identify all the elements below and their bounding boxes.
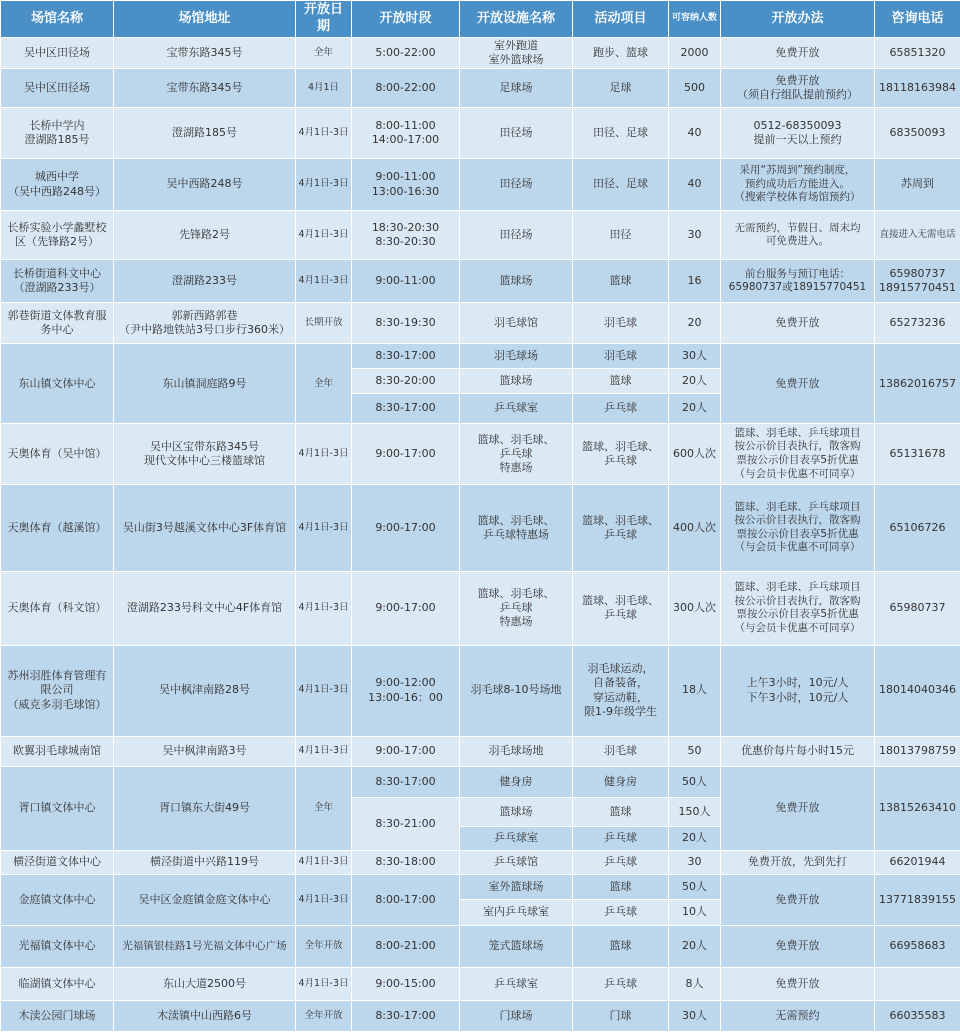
venue-name: 郭巷街道文体教育服 务中心 bbox=[1, 302, 114, 343]
venue-address: 吴中枫津南路28号 bbox=[114, 645, 296, 736]
venue-address: 郭新西路郭巷 （尹中路地铁站3号口步行360米） bbox=[114, 302, 296, 343]
phone: 66035583 bbox=[875, 1000, 960, 1032]
venue-address: 澄湖路233号 bbox=[114, 260, 296, 302]
venue-name: 天奥体育（吴中馆） bbox=[1, 424, 114, 485]
facility: 室内乒乓球室 bbox=[460, 900, 573, 925]
open-date: 长期开放 bbox=[296, 302, 352, 343]
venue-address: 先锋路2号 bbox=[114, 210, 296, 260]
venue-address: 宝带东路345号 bbox=[114, 69, 296, 107]
phone: 13862016757 bbox=[875, 344, 960, 424]
table-row bbox=[1, 302, 960, 343]
venue-name: 光福镇文体中心 bbox=[1, 925, 114, 967]
open-date: 全年 bbox=[296, 38, 352, 69]
table-row bbox=[1, 107, 960, 159]
facility: 门球场 bbox=[460, 1000, 573, 1032]
facility: 羽毛球场地 bbox=[460, 736, 573, 766]
capacity: 500 bbox=[669, 69, 721, 107]
open-time: 8:30-18:00 bbox=[352, 850, 460, 874]
capacity: 30 bbox=[669, 210, 721, 260]
capacity: 20 bbox=[669, 302, 721, 343]
header-venue-name: 场馆名称 bbox=[1, 1, 114, 38]
open-method: 优惠价每片每小时15元 bbox=[721, 736, 875, 766]
facility: 篮球场 bbox=[460, 798, 573, 826]
header-activity: 活动项目 bbox=[573, 1, 669, 38]
activity: 篮球 bbox=[573, 925, 669, 967]
capacity: 18人 bbox=[669, 645, 721, 736]
facility: 乒乓球室 bbox=[460, 826, 573, 850]
table-row bbox=[1, 1000, 960, 1032]
venue-address: 吴山街3号越溪文体中心3F体育馆 bbox=[114, 484, 296, 571]
open-time: 8:30-17:00 bbox=[352, 766, 460, 797]
facility: 羽毛球场 bbox=[460, 344, 573, 368]
venue-name: 长桥中学内 澄湖路185号 bbox=[1, 107, 114, 159]
table-row bbox=[1, 571, 960, 645]
venue-address: 光福镇银桂路1号光福文体中心广场 bbox=[114, 925, 296, 967]
facility: 田径场 bbox=[460, 159, 573, 211]
venue-address: 吴中枫津南路3号 bbox=[114, 736, 296, 766]
capacity: 150人 bbox=[669, 798, 721, 826]
open-time: 18:30-20:30 8:30-20:30 bbox=[352, 210, 460, 260]
activity: 篮球 bbox=[573, 875, 669, 900]
activity: 篮球 bbox=[573, 798, 669, 826]
open-method: 免费开放 bbox=[721, 925, 875, 967]
open-date: 4月1日-3日 bbox=[296, 645, 352, 736]
table-row bbox=[1, 344, 960, 368]
open-time: 9:00-15:00 bbox=[352, 968, 460, 1000]
venue-address: 吴中西路248号 bbox=[114, 159, 296, 211]
open-method: 无需预约，节假日、周末均 可免费进入。 bbox=[721, 210, 875, 260]
activity: 篮球、羽毛球、 乒乓球 bbox=[573, 571, 669, 645]
open-date: 4月1日-3日 bbox=[296, 968, 352, 1000]
venue-name: 横泾街道文体中心 bbox=[1, 850, 114, 874]
open-date: 4月1日-3日 bbox=[296, 736, 352, 766]
open-time: 8:00-17:00 bbox=[352, 875, 460, 926]
table-row bbox=[1, 424, 960, 485]
facility: 室外篮球场 bbox=[460, 875, 573, 900]
open-time: 8:30-17:00 bbox=[352, 1000, 460, 1032]
phone: 65980737 18915770451 bbox=[875, 260, 960, 302]
open-method: 免费开放 （须自行组队提前预约） bbox=[721, 69, 875, 107]
open-date: 4月1日-3日 bbox=[296, 424, 352, 485]
venue-address: 木渎镇中山西路6号 bbox=[114, 1000, 296, 1032]
activity: 羽毛球运动， 自备装备， 穿运动鞋， 限1-9年级学生 bbox=[573, 645, 669, 736]
phone: 66958683 bbox=[875, 925, 960, 967]
facility: 田径场 bbox=[460, 107, 573, 159]
capacity: 50人 bbox=[669, 766, 721, 797]
capacity: 16 bbox=[669, 260, 721, 302]
venue-name: 临湖镇文体中心 bbox=[1, 968, 114, 1000]
header-row bbox=[1, 1, 960, 38]
phone: 13771839155 bbox=[875, 875, 960, 926]
activity: 田径 bbox=[573, 210, 669, 260]
phone bbox=[875, 968, 960, 1000]
venue-name: 天奥体育（科文馆） bbox=[1, 571, 114, 645]
table-row bbox=[1, 925, 960, 967]
table-row bbox=[1, 210, 960, 260]
facility: 篮球、羽毛球、 乒乓球 特惠场 bbox=[460, 424, 573, 485]
activity: 田径、足球 bbox=[573, 107, 669, 159]
open-method: 篮球、羽毛球、乒乓球项目 按公示价目表执行，散客购 票按公示价目表享5折优惠 （与会员卡优惠不可同享） bbox=[721, 571, 875, 645]
venue-name: 金庭镇文体中心 bbox=[1, 875, 114, 926]
venue-address: 澄湖路185号 bbox=[114, 107, 296, 159]
venue-name: 欧翼羽毛球城南馆 bbox=[1, 736, 114, 766]
open-method: 无需预约 bbox=[721, 1000, 875, 1032]
open-time: 8:30-19:30 bbox=[352, 302, 460, 343]
open-date: 4月1日-3日 bbox=[296, 159, 352, 211]
open-method: 篮球、羽毛球、乒乓球项目 按公示价目表执行，散客购 票按公示价目表享5折优惠 （与会员卡优惠不可同享） bbox=[721, 484, 875, 571]
activity: 田径、足球 bbox=[573, 159, 669, 211]
open-method: 篮球、羽毛球、乒乓球项目 按公示价目表执行，散客购 票按公示价目表享5折优惠 （与会员卡优惠不可同享） bbox=[721, 424, 875, 485]
capacity: 2000 bbox=[669, 38, 721, 69]
table-row bbox=[1, 766, 960, 797]
capacity: 20人 bbox=[669, 393, 721, 423]
table-row bbox=[1, 484, 960, 571]
phone: 65131678 bbox=[875, 424, 960, 485]
activity: 羽毛球 bbox=[573, 344, 669, 368]
capacity: 20人 bbox=[669, 368, 721, 393]
venue-name: 东山镇文体中心 bbox=[1, 344, 114, 424]
open-time: 9:00-11:00 13:00-16:30 bbox=[352, 159, 460, 211]
header-capacity: 可容纳人数 bbox=[669, 1, 721, 38]
header-open-date: 开放日期 bbox=[296, 1, 352, 38]
open-date: 4月1日-3日 bbox=[296, 484, 352, 571]
facility: 乒乓球馆 bbox=[460, 850, 573, 874]
table-row bbox=[1, 875, 960, 900]
capacity: 30人 bbox=[669, 1000, 721, 1032]
venue-address: 吴中区宝带东路345号 现代文体中心三楼篮球馆 bbox=[114, 424, 296, 485]
open-time: 9:00-17:00 bbox=[352, 424, 460, 485]
facility: 健身房 bbox=[460, 766, 573, 797]
capacity: 600人次 bbox=[669, 424, 721, 485]
phone: 65106726 bbox=[875, 484, 960, 571]
phone: 66201944 bbox=[875, 850, 960, 874]
activity: 足球 bbox=[573, 69, 669, 107]
venue-name: 胥口镇文体中心 bbox=[1, 766, 114, 850]
activity: 乒乓球 bbox=[573, 826, 669, 850]
open-method: 上午3小时，10元/人 下午3小时，10元/人 bbox=[721, 645, 875, 736]
venue-address: 宝带东路345号 bbox=[114, 38, 296, 69]
open-time: 8:00-11:00 14:00-17:00 bbox=[352, 107, 460, 159]
capacity: 30 bbox=[669, 850, 721, 874]
capacity: 30人 bbox=[669, 344, 721, 368]
open-method: 免费开放 bbox=[721, 344, 875, 424]
open-date: 全年 bbox=[296, 344, 352, 424]
open-date: 全年开放 bbox=[296, 925, 352, 967]
table-row bbox=[1, 850, 960, 874]
capacity: 20人 bbox=[669, 826, 721, 850]
open-time: 8:30-17:00 bbox=[352, 393, 460, 423]
phone: 苏周到 bbox=[875, 159, 960, 211]
facility: 羽毛球8-10号场地 bbox=[460, 645, 573, 736]
venue-name: 吴中区田径场 bbox=[1, 38, 114, 69]
table-row bbox=[1, 968, 960, 1000]
activity: 乒乓球 bbox=[573, 968, 669, 1000]
venue-address: 东山大道2500号 bbox=[114, 968, 296, 1000]
open-time: 5:00-22:00 bbox=[352, 38, 460, 69]
open-date: 4月1日-3日 bbox=[296, 571, 352, 645]
open-time: 8:30-20:00 bbox=[352, 368, 460, 393]
open-time: 8:00-21:00 bbox=[352, 925, 460, 967]
header-method: 开放办法 bbox=[721, 1, 875, 38]
activity: 羽毛球 bbox=[573, 302, 669, 343]
venue-address: 吴中区金庭镇金庭文体中心 bbox=[114, 875, 296, 926]
capacity: 40 bbox=[669, 159, 721, 211]
facility: 足球场 bbox=[460, 69, 573, 107]
capacity: 10人 bbox=[669, 900, 721, 925]
open-method: 免费开放 bbox=[721, 38, 875, 69]
facility: 篮球场 bbox=[460, 368, 573, 393]
facility: 篮球、羽毛球、 乒乓球 特惠场 bbox=[460, 571, 573, 645]
activity: 乒乓球 bbox=[573, 393, 669, 423]
activity: 篮球、羽毛球、 乒乓球 bbox=[573, 424, 669, 485]
open-time: 9:00-12:00 13:00-16：00 bbox=[352, 645, 460, 736]
table-row bbox=[1, 736, 960, 766]
header-open-time: 开放时段 bbox=[352, 1, 460, 38]
phone: 18013798759 bbox=[875, 736, 960, 766]
open-method: 0512-68350093 提前一天以上预约 bbox=[721, 107, 875, 159]
activity: 跑步、篮球 bbox=[573, 38, 669, 69]
open-date: 4月1日 bbox=[296, 69, 352, 107]
table-row bbox=[1, 38, 960, 69]
open-date: 4月1日-3日 bbox=[296, 260, 352, 302]
activity: 篮球 bbox=[573, 260, 669, 302]
facility: 室外跑道 室外篮球场 bbox=[460, 38, 573, 69]
activity: 乒乓球 bbox=[573, 850, 669, 874]
venue-name: 吴中区田径场 bbox=[1, 69, 114, 107]
open-time: 9:00-17:00 bbox=[352, 484, 460, 571]
venue-address: 横泾街道中兴路119号 bbox=[114, 850, 296, 874]
table-row bbox=[1, 69, 960, 107]
capacity: 8人 bbox=[669, 968, 721, 1000]
phone: 18118163984 bbox=[875, 69, 960, 107]
header-facility: 开放设施名称 bbox=[460, 1, 573, 38]
capacity: 300人次 bbox=[669, 571, 721, 645]
facility: 笼式篮球场 bbox=[460, 925, 573, 967]
open-date: 4月1日-3日 bbox=[296, 850, 352, 874]
facility: 乒乓球室 bbox=[460, 968, 573, 1000]
phone: 65980737 bbox=[875, 571, 960, 645]
open-method: 前台服务与预订电话： 65980737或18915770451 bbox=[721, 260, 875, 302]
table-row bbox=[1, 159, 960, 211]
header-phone: 咨询电话 bbox=[875, 1, 960, 38]
table-row bbox=[1, 260, 960, 302]
venue-name: 城西中学 （吴中西路248号） bbox=[1, 159, 114, 211]
activity: 篮球 bbox=[573, 368, 669, 393]
phone: 直接进入无需电话 bbox=[875, 210, 960, 260]
activity: 篮球、羽毛球、 乒乓球 bbox=[573, 484, 669, 571]
capacity: 50人 bbox=[669, 875, 721, 900]
venue-name: 长桥街道科文中心 （澄湖路233号） bbox=[1, 260, 114, 302]
open-time: 8:30-21:00 bbox=[352, 798, 460, 851]
venue-name: 天奥体育（越溪馆） bbox=[1, 484, 114, 571]
activity: 门球 bbox=[573, 1000, 669, 1032]
open-time: 9:00-17:00 bbox=[352, 736, 460, 766]
open-method: 采用“苏周到”预约制度， 预约成功后方能进入。 （搜索学校体育场馆预约） bbox=[721, 159, 875, 211]
facility: 篮球、羽毛球、 乒乓球特惠场 bbox=[460, 484, 573, 571]
open-date: 全年开放 bbox=[296, 1000, 352, 1032]
open-date: 全年 bbox=[296, 766, 352, 850]
open-time: 9:00-17:00 bbox=[352, 571, 460, 645]
open-method: 免费开放 bbox=[721, 968, 875, 1000]
facility: 羽毛球馆 bbox=[460, 302, 573, 343]
venue-name: 苏州羽胜体育管理有 限公司 （威克多羽毛球馆） bbox=[1, 645, 114, 736]
open-date: 4月1日-3日 bbox=[296, 875, 352, 926]
activity: 乒乓球 bbox=[573, 900, 669, 925]
venue-address: 胥口镇东大街49号 bbox=[114, 766, 296, 850]
activity: 健身房 bbox=[573, 766, 669, 797]
activity: 羽毛球 bbox=[573, 736, 669, 766]
open-date: 4月1日-3日 bbox=[296, 210, 352, 260]
open-method: 免费开放，先到先打 bbox=[721, 850, 875, 874]
facility: 田径场 bbox=[460, 210, 573, 260]
venue-address: 澄湖路233号科文中心4F体育馆 bbox=[114, 571, 296, 645]
open-method: 免费开放 bbox=[721, 875, 875, 926]
phone: 68350093 bbox=[875, 107, 960, 159]
open-method: 免费开放 bbox=[721, 766, 875, 850]
venue-address: 东山镇洞庭路9号 bbox=[114, 344, 296, 424]
capacity: 50 bbox=[669, 736, 721, 766]
capacity: 20人 bbox=[669, 925, 721, 967]
open-time: 9:00-11:00 bbox=[352, 260, 460, 302]
phone: 13815263410 bbox=[875, 766, 960, 850]
open-time: 8:30-17:00 bbox=[352, 344, 460, 368]
open-date: 4月1日-3日 bbox=[296, 107, 352, 159]
venue-name: 长桥实验小学蠡墅校 区（先锋路2号） bbox=[1, 210, 114, 260]
facility: 乒乓球室 bbox=[460, 393, 573, 423]
capacity: 40 bbox=[669, 107, 721, 159]
open-method: 免费开放 bbox=[721, 302, 875, 343]
header-address: 场馆地址 bbox=[114, 1, 296, 38]
phone: 65273236 bbox=[875, 302, 960, 343]
open-time: 8:00-22:00 bbox=[352, 69, 460, 107]
phone: 65851320 bbox=[875, 38, 960, 69]
facility: 篮球场 bbox=[460, 260, 573, 302]
capacity: 400人次 bbox=[669, 484, 721, 571]
venue-name: 木渎公园门球场 bbox=[1, 1000, 114, 1032]
table-row bbox=[1, 645, 960, 736]
phone: 18014040346 bbox=[875, 645, 960, 736]
